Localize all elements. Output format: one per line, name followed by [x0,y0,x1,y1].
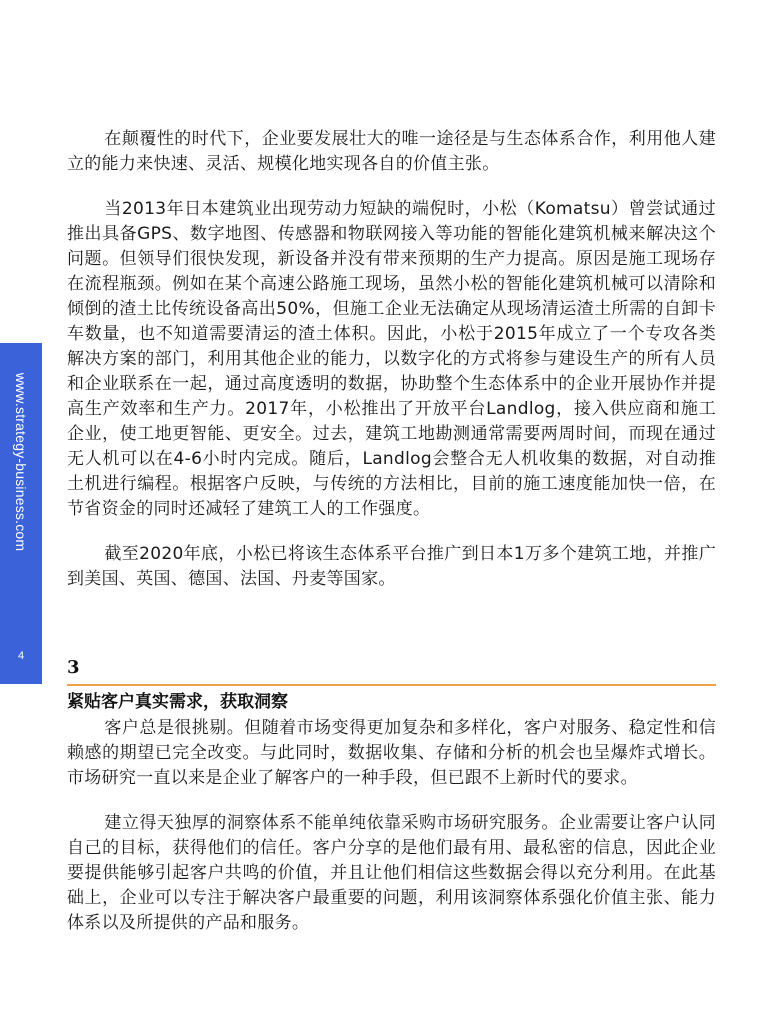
section-number: 3 [67,657,80,678]
paragraph-intro: 在颠覆性的时代下，企业要发展壮大的唯一途径是与生态体系合作，利用他人建立的能力来快速、灵活、规模化地实现各自的价值主张。 [67,129,716,174]
body-text [67,127,716,592]
section-body [67,716,716,936]
paragraph-customer: 客户总是很挑剔。但随着市场变得更加复杂和多样化，客户对服务、稳定性和信赖感的期望已完全改变。与此同时，数据收集、存储和分析的机会也呈爆炸式增长。市场研究一直以来是企业了解客户的一种手段，但已跟不上新时代的要求。 [67,718,716,788]
paragraph-insight-system: 建立得天独厚的洞察体系不能单纯依靠采购市场研究服务。企业需要让客户认同自己的目标，获得他们的信任。客户分享的是他们最有用、最私密的信息，因此企业要提供能够引起客户共鸣的价值，并且让他们相信这些数据会得以充分利用。在此基础上，企业可以专注于解决客户最重要的问题，利用该洞察体系强化价值主张、能力体系以及所提供的产品和服务。 [67,813,716,933]
website-url: www.strategy-business.com [13,372,29,552]
page-number: 4 [17,650,25,662]
section-divider [67,684,716,686]
paragraph-komatsu: 当2013年日本建筑业出现劳动力短缺的端倪时，小松（Komatsu）曾尝试通过推出具备GPS、数字地图、传感器和物联网接入等功能的智能化建筑机械来解决这个问题。但领导们很快发现，新设备并没有带来预期的生产力提高。原因是施工现场存在流程瓶颈。例如在某个高速公路施工现场，虽然小松的智能化建筑机械可以清除和倾倒的渣土比传统设备高出50%，但施工企业无法确定从现场清运渣土所需的自卸卡车数量，也不知道需要清运的渣土体积。因此，小松于2015年成立了一个专攻各类解决方案的部门，利用其他企业的能力，以数字化的方式将参与建设生产的所有人员和企业联系在一起，通过高度透明的数据，协助整个生态体系中的企业开展协作并提高生产效率和生产力。2017年，小松推出了开放平台Landlog，接入供应商和施工企业，使工地更智能、更安全。过去，建筑工地勘测通常需要两周时间，而现在通过无人机可以在4-6小时内完成。随后，Landlog会整合无人机收集的数据，对自动推土机进行编程。根据客户反映，与传统的方法相比，目前的施工速度能加快一倍，在节省资金的同时还减轻了建筑工人的工作强度。 [67,199,716,519]
section-title: 紧贴客户真实需求，获取洞察 [67,692,288,712]
paragraph-expansion: 截至2020年底，小松已将该生态体系平台推广到日本1万多个建筑工地，并推广到美国、英国、德国、法国、丹麦等国家。 [67,544,716,589]
